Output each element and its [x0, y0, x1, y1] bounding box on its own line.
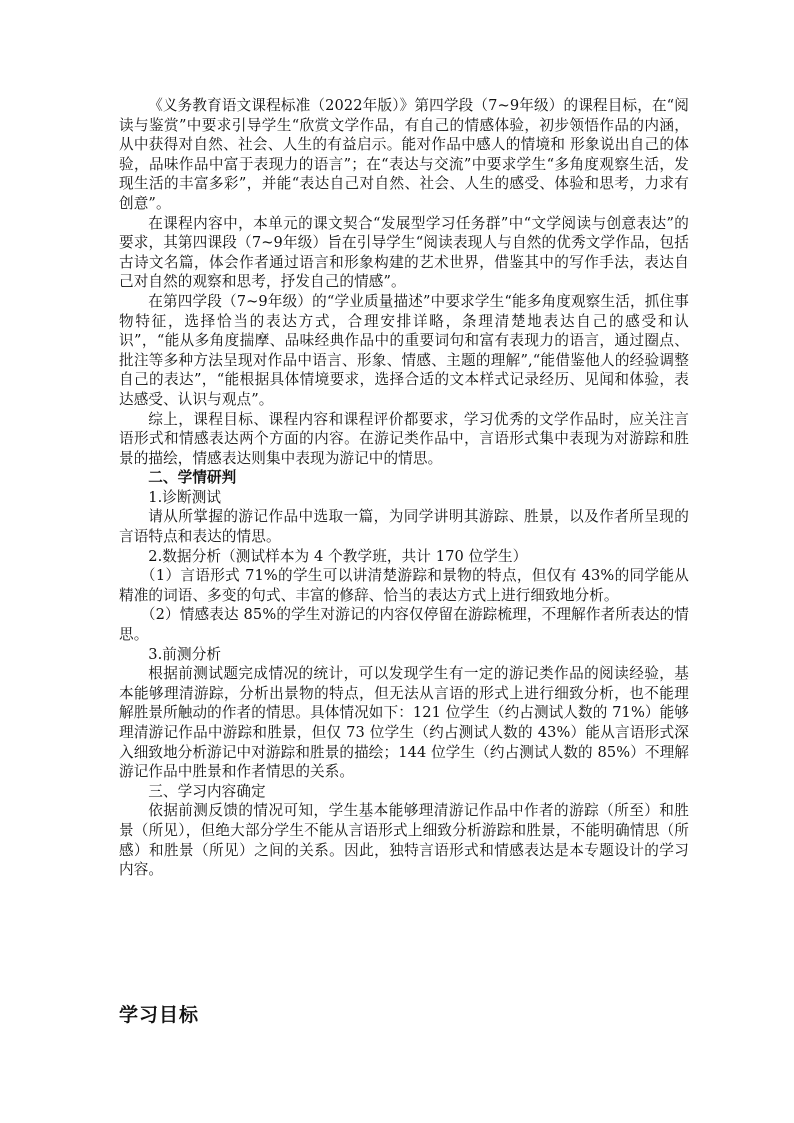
paragraph-quality-description: 在第四学段（7~9年级）的“学业质量描述”中要求学生“能多角度观察生活，抓住事物特征，选择恰当的表达方式，合理安排详略，条理清楚地表达自己的感受和认识”，“能从多角度揣摩、品味经典作品中的重要词句和富有表现力的语言，通过圈点、批注等多种方法呈现对作品中语言、形象、情感、主题的理解”,“能借鉴他人的经验调整自己的表达”，“能根据具体情境要求，选择合适的文本样式记录经历、见闻和体验，表达感受、认识与观点”。: [119, 292, 689, 408]
sub-1-text: 请从所掌握的游记作品中选取一篇，为同学讲明其游踪、胜景，以及作者所呈现的言语特点和表达的情思。: [119, 508, 689, 546]
paragraph-curriculum-content: 在课程内容中，本单元的课文契合“发展型学习任务群”中“文学阅读与创意表达”的要求，其第四课段（7~9年级）旨在引导学生“阅读表现人与自然的优秀文学作品，包括古诗文名篇，体会作者通过语言和形象构建的艺术世界，借鉴其中的写作手法，表达自己对自然的观察和思考，抒发自己的情感”。: [119, 214, 689, 291]
section-3-text: 依据前测反馈的情况可知，学生基本能够理清游记作品中作者的游踪（所至）和胜景（所见），但绝大部分学生不能从言语形式上细致分析游踪和胜景，不能明确情思（所感）和胜景（所见）之间的关系。因此，独特言语形式和情感表达是本专题设计的学习内容。: [119, 802, 689, 879]
section-3-title: 三、学习内容确定: [148, 782, 266, 800]
sub-2-item-2: （2）情感表达 85%的学生对游记的内容仅停留在游踪梳理，不理解作者所表达的情思。: [119, 606, 689, 644]
learning-goals-heading: 学习目标: [119, 1004, 200, 1026]
sub-2-item-1: （1）言语形式 71%的学生可以讲清楚游踪和景物的特点，但仅有 43%的同学能从精准的词语、多变的句式、丰富的修辞、恰当的表达方式上进行细致地分析。: [119, 567, 689, 604]
sub-1-title: 1.诊断测试: [148, 488, 222, 506]
sub-2-title: 2.数据分析（测试样本为 4 个教学班，共计 170 位学生）: [148, 547, 528, 565]
sub-3-text: 根据前测试题完成情况的统计，可以发现学生有一定的游记类作品的阅读经验，基本能够理清游踪，分析出景物的特点，但无法从言语的形式上进行细致分析，也不能理解胜景所触动的作者的情思。具体情况如下：121 位学生（约占测试人数的 71%）能够理清游记作品中游踪和胜景，但仅 73 位学生（约占测试人数的 43%）能从言语形式深入细致地分析游记中对游踪和胜景的描绘；144 位学生（约占测试人数的 85%）不理解游记作品中胜景和作者情思的关系。: [119, 665, 689, 781]
paragraph-summary: 综上，课程目标、课程内容和课程评价都要求，学习优秀的文学作品时，应关注言语形式和情感表达两个方面的内容。在游记类作品中，言语形式集中表现为对游踪和胜景的描绘，情感表达则集中表现为游记中的情思。: [119, 410, 689, 467]
sub-3-title: 3.前测分析: [148, 645, 222, 663]
section-2-title: 二、学情研判: [148, 469, 237, 487]
paragraph-curriculum-goals: 《义务教育语文课程标准（2022年版）》第四学段（7~9年级）的课程目标，在“阅读与鉴赏”中要求引导学生“欣赏文学作品，有自己的情感体验，初步领悟作品的内涵， 从中获得对自然、社会、人生的有益启示。能对作品中感人的情境和 形象说出自己的体验，品味作品中富于表现力的语言”；在“表达与交流”中要求学生“多角度观察生活，发现生活的丰富多彩”，并能“表达自己对自然、社会、人生的感受、体验和思考，力求有创意”。: [119, 97, 689, 212]
document-body: [119, 96, 689, 880]
